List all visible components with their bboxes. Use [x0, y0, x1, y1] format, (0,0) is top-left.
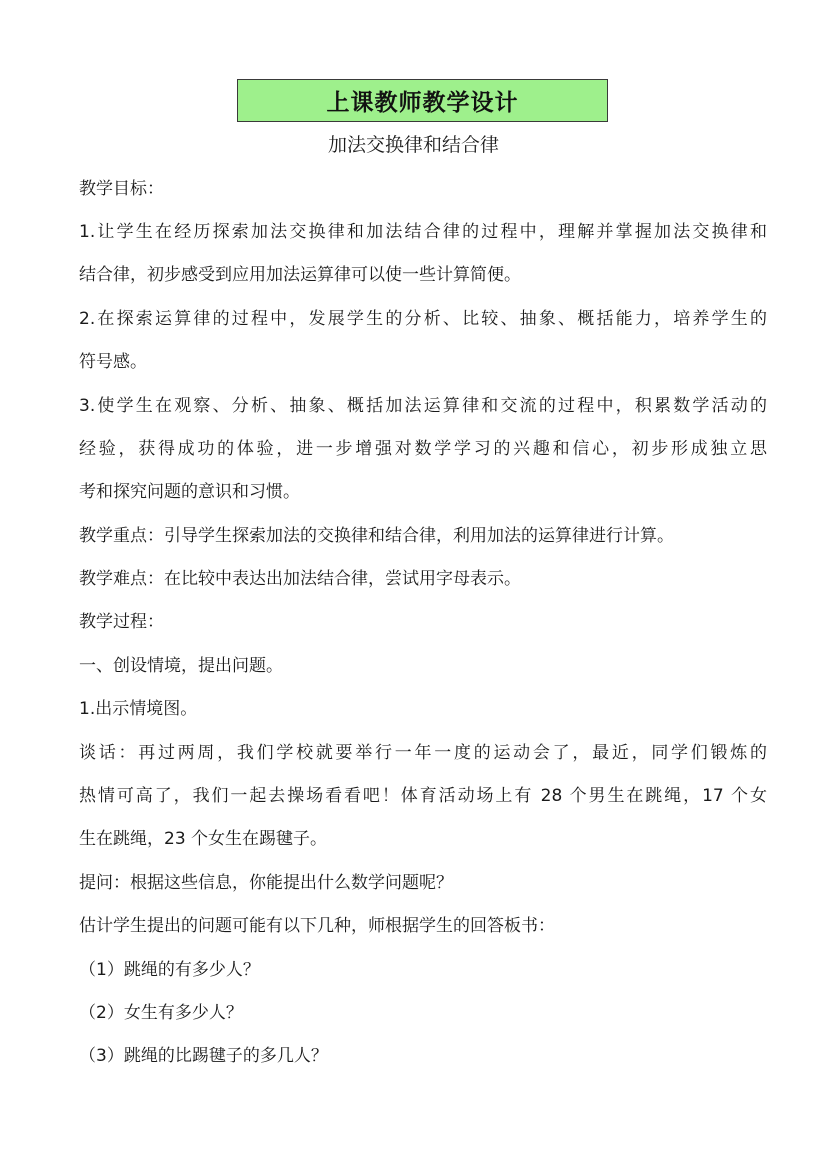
- difficulty-paragraph: 教学难点：在比较中表达出加法结合律，尝试用字母表示。: [79, 569, 521, 589]
- question-item-2: （2）女生有多少人？: [79, 1003, 243, 1023]
- objective-3-line-2: 经验，获得成功的体验，进一步增强对数学学习的兴趣和信心，初步形成独立思: [79, 439, 767, 459]
- question-item-1: （1）跳绳的有多少人？: [79, 960, 260, 980]
- question-item-3: （3）跳绳的比踢毽子的多几人？: [79, 1046, 328, 1066]
- estimate-paragraph: 估计学生提出的问题可能有以下几种，师根据学生的回答板书：: [79, 916, 555, 936]
- objective-1-line-1: 1.让学生在经历探索加法交换律和加法结合律的过程中，理解并掌握加法交换律和: [79, 222, 767, 242]
- process-heading: 教学过程：: [79, 612, 164, 632]
- objective-3-line-1: 3.使学生在观察、分析、抽象、概括加法运算律和交流的过程中，积累数学活动的: [79, 396, 767, 416]
- lesson-title: 加法交换律和结合律: [327, 134, 499, 156]
- objectives-heading: 教学目标：: [79, 179, 164, 199]
- document-title: 上课教师教学设计: [237, 79, 608, 122]
- objective-3-line-3: 考和探究问题的意识和习惯。: [79, 482, 300, 502]
- objective-2-line-1: 2.在探索运算律的过程中，发展学生的分析、比较、抽象、概括能力，培养学生的: [79, 309, 767, 329]
- question-paragraph: 提问：根据这些信息，你能提出什么数学问题呢？: [79, 873, 453, 893]
- talk-line-2: 热情可高了，我们一起去操场看看吧！体育活动场上有 28 个男生在跳绳，17 个女: [79, 786, 767, 806]
- objective-1-line-2: 结合律，初步感受到应用加法运算律可以使一些计算简便。: [79, 265, 521, 285]
- talk-line-3: 生在跳绳，23 个女生在踢毽子。: [79, 829, 328, 849]
- talk-line-1: 谈话：再过两周，我们学校就要举行一年一度的运动会了，最近，同学们锻炼的: [79, 743, 767, 763]
- step-1-heading: 1.出示情境图。: [79, 699, 198, 719]
- section-1-heading: 一、创设情境，提出问题。: [79, 656, 283, 676]
- key-point-paragraph: 教学重点：引导学生探索加法的交换律和结合律，利用加法的运算律进行计算。: [79, 526, 674, 546]
- objective-2-line-2: 符号感。: [79, 352, 147, 372]
